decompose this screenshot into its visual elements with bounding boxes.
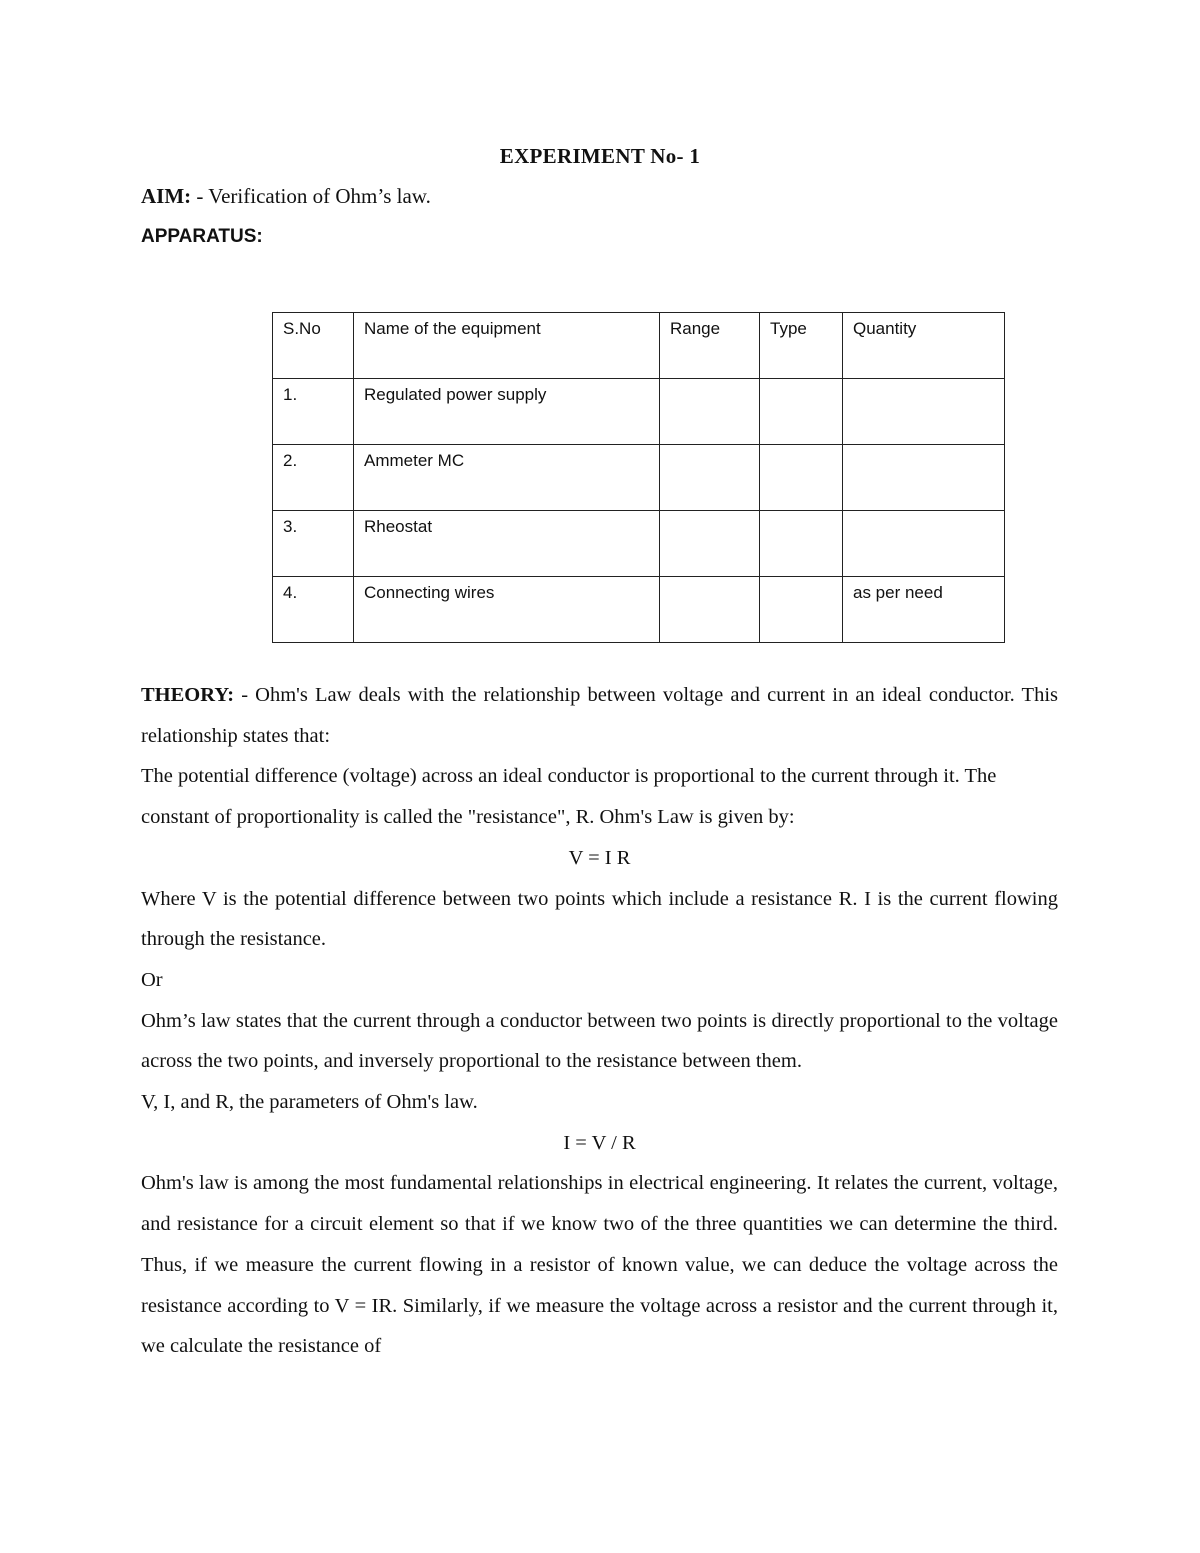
table-cell: Connecting wires bbox=[354, 577, 660, 643]
table-cell: 3. bbox=[273, 511, 354, 577]
table-cell bbox=[760, 445, 843, 511]
aim-text: - Verification of Ohm’s law. bbox=[191, 184, 431, 208]
equation-v-ir: V = I R bbox=[568, 846, 631, 869]
table-cell: Rheostat bbox=[354, 511, 660, 577]
theory-intro-text: - Ohm's Law deals with the relationship between voltage and current in an ideal conductor. This relationship states that: bbox=[141, 684, 1058, 747]
apparatus-table bbox=[272, 312, 1005, 643]
theory-label: THEORY: bbox=[141, 684, 235, 706]
table-row bbox=[273, 511, 1005, 577]
header-cell-name: Name of the equipment bbox=[354, 313, 660, 379]
table-cell bbox=[760, 379, 843, 445]
table-cell bbox=[760, 511, 843, 577]
table-row bbox=[273, 577, 1005, 643]
table-cell: Ammeter MC bbox=[354, 445, 660, 511]
table-cell: Regulated power supply bbox=[354, 379, 660, 445]
aim-label: AIM: bbox=[141, 184, 192, 208]
table-row bbox=[273, 445, 1005, 511]
header-cell-quantity: Quantity bbox=[843, 313, 1005, 379]
header-cell-sno: S.No bbox=[273, 313, 354, 379]
theory-paragraph: The potential difference (voltage) across an ideal conductor is proportional to the current through it. The constant of proportionality is called the "resistance", R. Ohm's Law is given by: bbox=[141, 765, 997, 829]
table-cell bbox=[660, 445, 760, 511]
aim-line bbox=[141, 184, 431, 209]
table-cell bbox=[660, 379, 760, 445]
table-cell bbox=[843, 379, 1005, 445]
table-cell: 2. bbox=[273, 445, 354, 511]
table-row bbox=[273, 379, 1005, 445]
table-cell bbox=[660, 511, 760, 577]
table-cell: as per need bbox=[843, 577, 1005, 643]
theory-paragraph: Ohm's law is among the most fundamental relationships in electrical engineering. It relates the current, voltage, and resistance for a circuit element so that if we know two of the three quantities we can determine the third. Thus, if we measure the current flowing in a resistor of known value, we can deduce the voltage across the resistance according to V = IR. Similarly, if we measure the voltage across a resistor and the current through it, we calculate the resistance of bbox=[141, 1172, 1058, 1358]
table-cell: 4. bbox=[273, 577, 354, 643]
apparatus-heading: APPARATUS: bbox=[141, 226, 263, 247]
header-cell-range: Range bbox=[660, 313, 760, 379]
theory-intro bbox=[141, 675, 1058, 756]
or-separator: Or bbox=[141, 968, 163, 991]
theory-paragraph: V, I, and R, the parameters of Ohm's law. bbox=[141, 1091, 478, 1114]
table-cell bbox=[843, 511, 1005, 577]
theory-paragraph: Where V is the potential difference between two points which include a resistance R. I is the current flowing through the resistance. bbox=[141, 887, 1058, 951]
table-cell bbox=[843, 445, 1005, 511]
table-cell: 1. bbox=[273, 379, 354, 445]
header-cell-type: Type bbox=[760, 313, 843, 379]
table-header-row bbox=[273, 313, 1005, 379]
table-cell bbox=[660, 577, 760, 643]
theory-paragraph: Ohm’s law states that the current through a conductor between two points is directly proportional to the voltage across the two points, and inversely proportional to the resistance between them. bbox=[141, 1009, 1058, 1073]
table-cell bbox=[760, 577, 843, 643]
equation-i-v-r: I = V / R bbox=[563, 1131, 636, 1154]
theory-section bbox=[141, 675, 1058, 1367]
page-title: EXPERIMENT No- 1 bbox=[499, 144, 701, 168]
